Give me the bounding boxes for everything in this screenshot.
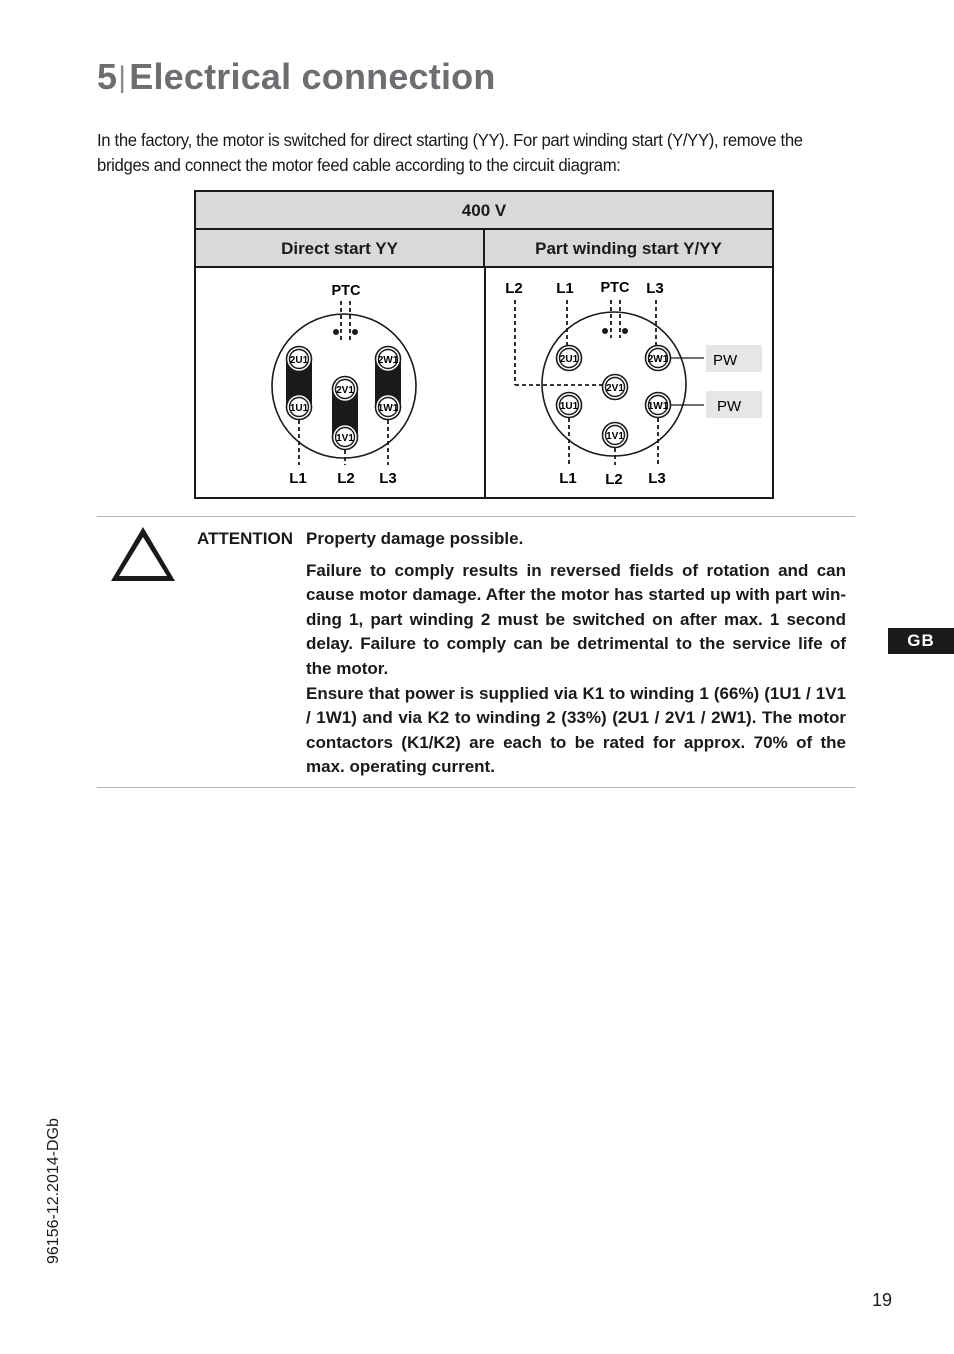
attention-bottom-rule — [97, 787, 855, 788]
svg-text:1U1: 1U1 — [559, 401, 579, 412]
terminal-2v1 — [603, 375, 628, 400]
top-label-l3: L3 — [646, 280, 664, 297]
svg-text:1W1: 1W1 — [647, 401, 669, 412]
svg-text:1W1: 1W1 — [377, 403, 399, 414]
section-title: Electrical connection — [129, 56, 496, 97]
svg-text:2V1: 2V1 — [336, 385, 354, 396]
top-label-l2: L2 — [505, 280, 523, 297]
line-label-l2: L2 — [337, 470, 355, 487]
ptc-contact-dot — [622, 328, 628, 334]
svg-text:2W1: 2W1 — [647, 354, 669, 365]
terminal-1v1 — [333, 425, 358, 450]
bottom-label-l2: L2 — [605, 471, 623, 488]
terminal-1w1 — [646, 393, 671, 418]
svg-text:2U1: 2U1 — [289, 355, 309, 366]
ptc-label: PTC — [331, 283, 361, 299]
svg-text:1V1: 1V1 — [336, 433, 354, 444]
svg-text:2U1: 2U1 — [559, 354, 579, 365]
svg-text:2V1: 2V1 — [606, 383, 624, 394]
pw-label: PW — [717, 398, 742, 415]
attention-paragraph: Failure to comply results in reversed fields of rotation and can cause motor damage. After the motor has started up with part win-ding 1, part winding 2 must be switched on after max. 1 second delay. Failure to comply can be detrimental to the service life of the motor. — [306, 560, 846, 678]
section-separator: | — [118, 61, 127, 94]
terminal-diagrams — [194, 266, 774, 499]
document-code: 96156-12.2014-DGb — [45, 1118, 62, 1264]
terminal-1u1 — [287, 395, 312, 420]
ptc-label: PTC — [600, 280, 630, 296]
bottom-label-l3: L3 — [648, 470, 666, 487]
terminal-1w1 — [376, 395, 401, 420]
svg-text:2W1: 2W1 — [377, 355, 399, 366]
terminal-2v1 — [333, 377, 358, 402]
svg-text:1U1: 1U1 — [289, 403, 309, 414]
ptc-contact-dot — [333, 329, 339, 335]
attention-headline: Property damage possible. — [306, 529, 524, 548]
bottom-label-l1: L1 — [559, 470, 577, 487]
voltage-header: 400 V — [196, 192, 772, 230]
direct-start-heading: Direct start YY — [196, 230, 485, 268]
page-number: 19 — [871, 1290, 892, 1310]
terminal-2w1 — [376, 347, 401, 372]
ptc-contact-dot — [602, 328, 608, 334]
page-title — [97, 56, 496, 98]
language-tab: GB — [888, 628, 954, 654]
terminal-1u1 — [557, 393, 582, 418]
intro-paragraph: In the factory, the motor is switched for direct starting (YY). For part winding start (Y/YY), remove the bridges and connect the motor feed cable according to the circuit diagram: — [97, 130, 803, 175]
pw-label: PW — [713, 352, 738, 369]
svg-text:1V1: 1V1 — [606, 431, 624, 442]
part-winding-start-heading: Part winding start Y/YY — [485, 230, 772, 268]
terminal-2u1 — [557, 346, 582, 371]
attention-top-rule — [97, 516, 855, 517]
terminal-1v1 — [603, 423, 628, 448]
ptc-contact-dot — [352, 329, 358, 335]
direct-start-diagram — [272, 283, 416, 487]
part-winding-diagram — [505, 280, 762, 488]
terminal-2w1 — [646, 346, 671, 371]
attention-paragraph: Ensure that power is supplied via K1 to winding 1 (66%) (1U1 / 1V1 / 1W1) and via K2 to winding 2 (33%) (2U1 / 2V1 / 2W1). The motor contactors (K1/K2) are each to be rated for approx. 70% of the max. operating current. — [306, 683, 846, 777]
terminal-2u1 — [287, 347, 312, 372]
top-label-l1: L1 — [556, 280, 574, 297]
line-label-l1: L1 — [289, 470, 307, 487]
attention-text — [306, 527, 846, 780]
section-number: 5 — [97, 56, 118, 97]
attention-label: ATTENTION — [197, 529, 294, 548]
line-label-l3: L3 — [379, 470, 397, 487]
warning-triangle-icon — [109, 524, 177, 584]
